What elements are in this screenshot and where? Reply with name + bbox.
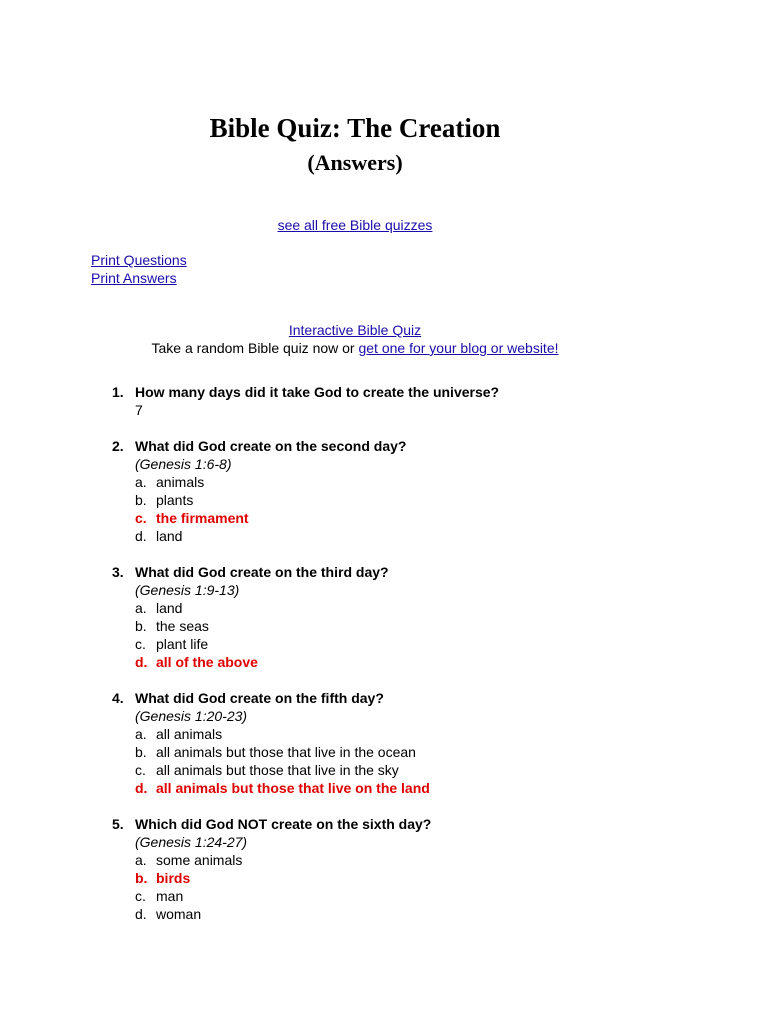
option-text: all animals but those that live on the land [156, 780, 430, 796]
option-letter: b. [135, 492, 147, 508]
answer-option [135, 617, 672, 635]
question-text: What did God create on the third day? [135, 564, 389, 580]
correct-answer-option [135, 869, 672, 887]
option-letter: c. [135, 762, 146, 778]
option-text: all animals but those that live in the sky [156, 762, 399, 778]
question-text: What did God create on the fifth day? [135, 690, 384, 706]
option-text: land [156, 528, 183, 544]
option-letter: d. [135, 780, 148, 796]
option-text: all animals but those that live in the ocean [156, 744, 416, 760]
question-number: 3. [112, 564, 124, 580]
print-answers-link[interactable]: Print Answers [91, 270, 177, 286]
answer-option [135, 743, 672, 761]
scripture-reference: (Genesis 1:9-13) [135, 582, 240, 598]
option-text: the seas [156, 618, 209, 634]
correct-answer-option [135, 779, 672, 797]
question-text: How many days did it take God to create the universe? [135, 384, 500, 400]
question-number: 5. [112, 816, 124, 832]
question-body [135, 401, 672, 419]
question-item [112, 563, 672, 671]
option-text: some animals [156, 852, 243, 868]
answer-option [135, 599, 672, 617]
answer-option [135, 635, 672, 653]
answer-text: 7 [135, 402, 143, 418]
question-item [112, 383, 672, 419]
scripture-reference: (Genesis 1:20-23) [135, 708, 248, 724]
question-header [112, 383, 672, 401]
option-text: all of the above [156, 654, 258, 670]
question-item [112, 815, 672, 923]
option-letter: d. [135, 654, 148, 670]
option-letter: b. [135, 618, 147, 634]
answer-option [135, 473, 672, 491]
option-letter: d. [135, 528, 147, 544]
option-letter: c. [135, 888, 146, 904]
option-text: man [156, 888, 184, 904]
option-letter: a. [135, 600, 147, 616]
correct-answer-option [135, 653, 672, 671]
option-text: plant life [156, 636, 209, 652]
question-number: 1. [112, 384, 124, 400]
option-text: all animals [156, 726, 223, 742]
promo-line [0, 339, 710, 357]
answer-option [135, 527, 672, 545]
option-letter: a. [135, 726, 147, 742]
all-quizzes-row [0, 216, 710, 234]
scripture-reference: (Genesis 1:24-27) [135, 834, 248, 850]
question-item [112, 437, 672, 545]
question-body [135, 833, 672, 923]
scripture-reference: (Genesis 1:6-8) [135, 456, 232, 472]
question-header [112, 563, 672, 581]
page-subtitle: (Answers) [307, 150, 403, 175]
option-letter: a. [135, 852, 147, 868]
option-text: the firmament [156, 510, 249, 526]
option-letter: c. [135, 636, 146, 652]
option-text: animals [156, 474, 205, 490]
answer-option [135, 905, 672, 923]
promo-text: Take a random Bible quiz now or [151, 340, 359, 356]
answer-option [135, 887, 672, 905]
option-text: birds [156, 870, 191, 886]
option-letter: c. [135, 510, 147, 526]
question-number: 2. [112, 438, 124, 454]
option-letter: a. [135, 474, 147, 490]
correct-answer-option [135, 509, 672, 527]
question-header [112, 689, 672, 707]
option-text: plants [156, 492, 194, 508]
question-text: Which did God NOT create on the sixth day? [135, 816, 432, 832]
question-body [135, 455, 672, 545]
option-text: woman [156, 906, 202, 922]
option-letter: b. [135, 870, 148, 886]
question-body [135, 581, 672, 671]
interactive-quiz-row [0, 321, 710, 339]
get-quiz-link[interactable]: get one for your blog or website! [358, 340, 559, 356]
question-body [135, 707, 672, 797]
option-text: land [156, 600, 183, 616]
question-list [112, 383, 672, 941]
interactive-quiz-link[interactable]: Interactive Bible Quiz [288, 322, 422, 338]
question-number: 4. [112, 690, 124, 706]
page-title: Bible Quiz: The Creation [209, 113, 501, 143]
answer-option [135, 725, 672, 743]
print-questions-link[interactable]: Print Questions [91, 252, 187, 268]
question-header [112, 437, 672, 455]
all-quizzes-link[interactable]: see all free Bible quizzes [277, 217, 433, 233]
option-letter: b. [135, 744, 147, 760]
answer-option [135, 761, 672, 779]
option-letter: d. [135, 906, 147, 922]
answer-option [135, 491, 672, 509]
question-text: What did God create on the second day? [135, 438, 407, 454]
question-item [112, 689, 672, 797]
answer-option [135, 851, 672, 869]
question-header [112, 815, 672, 833]
